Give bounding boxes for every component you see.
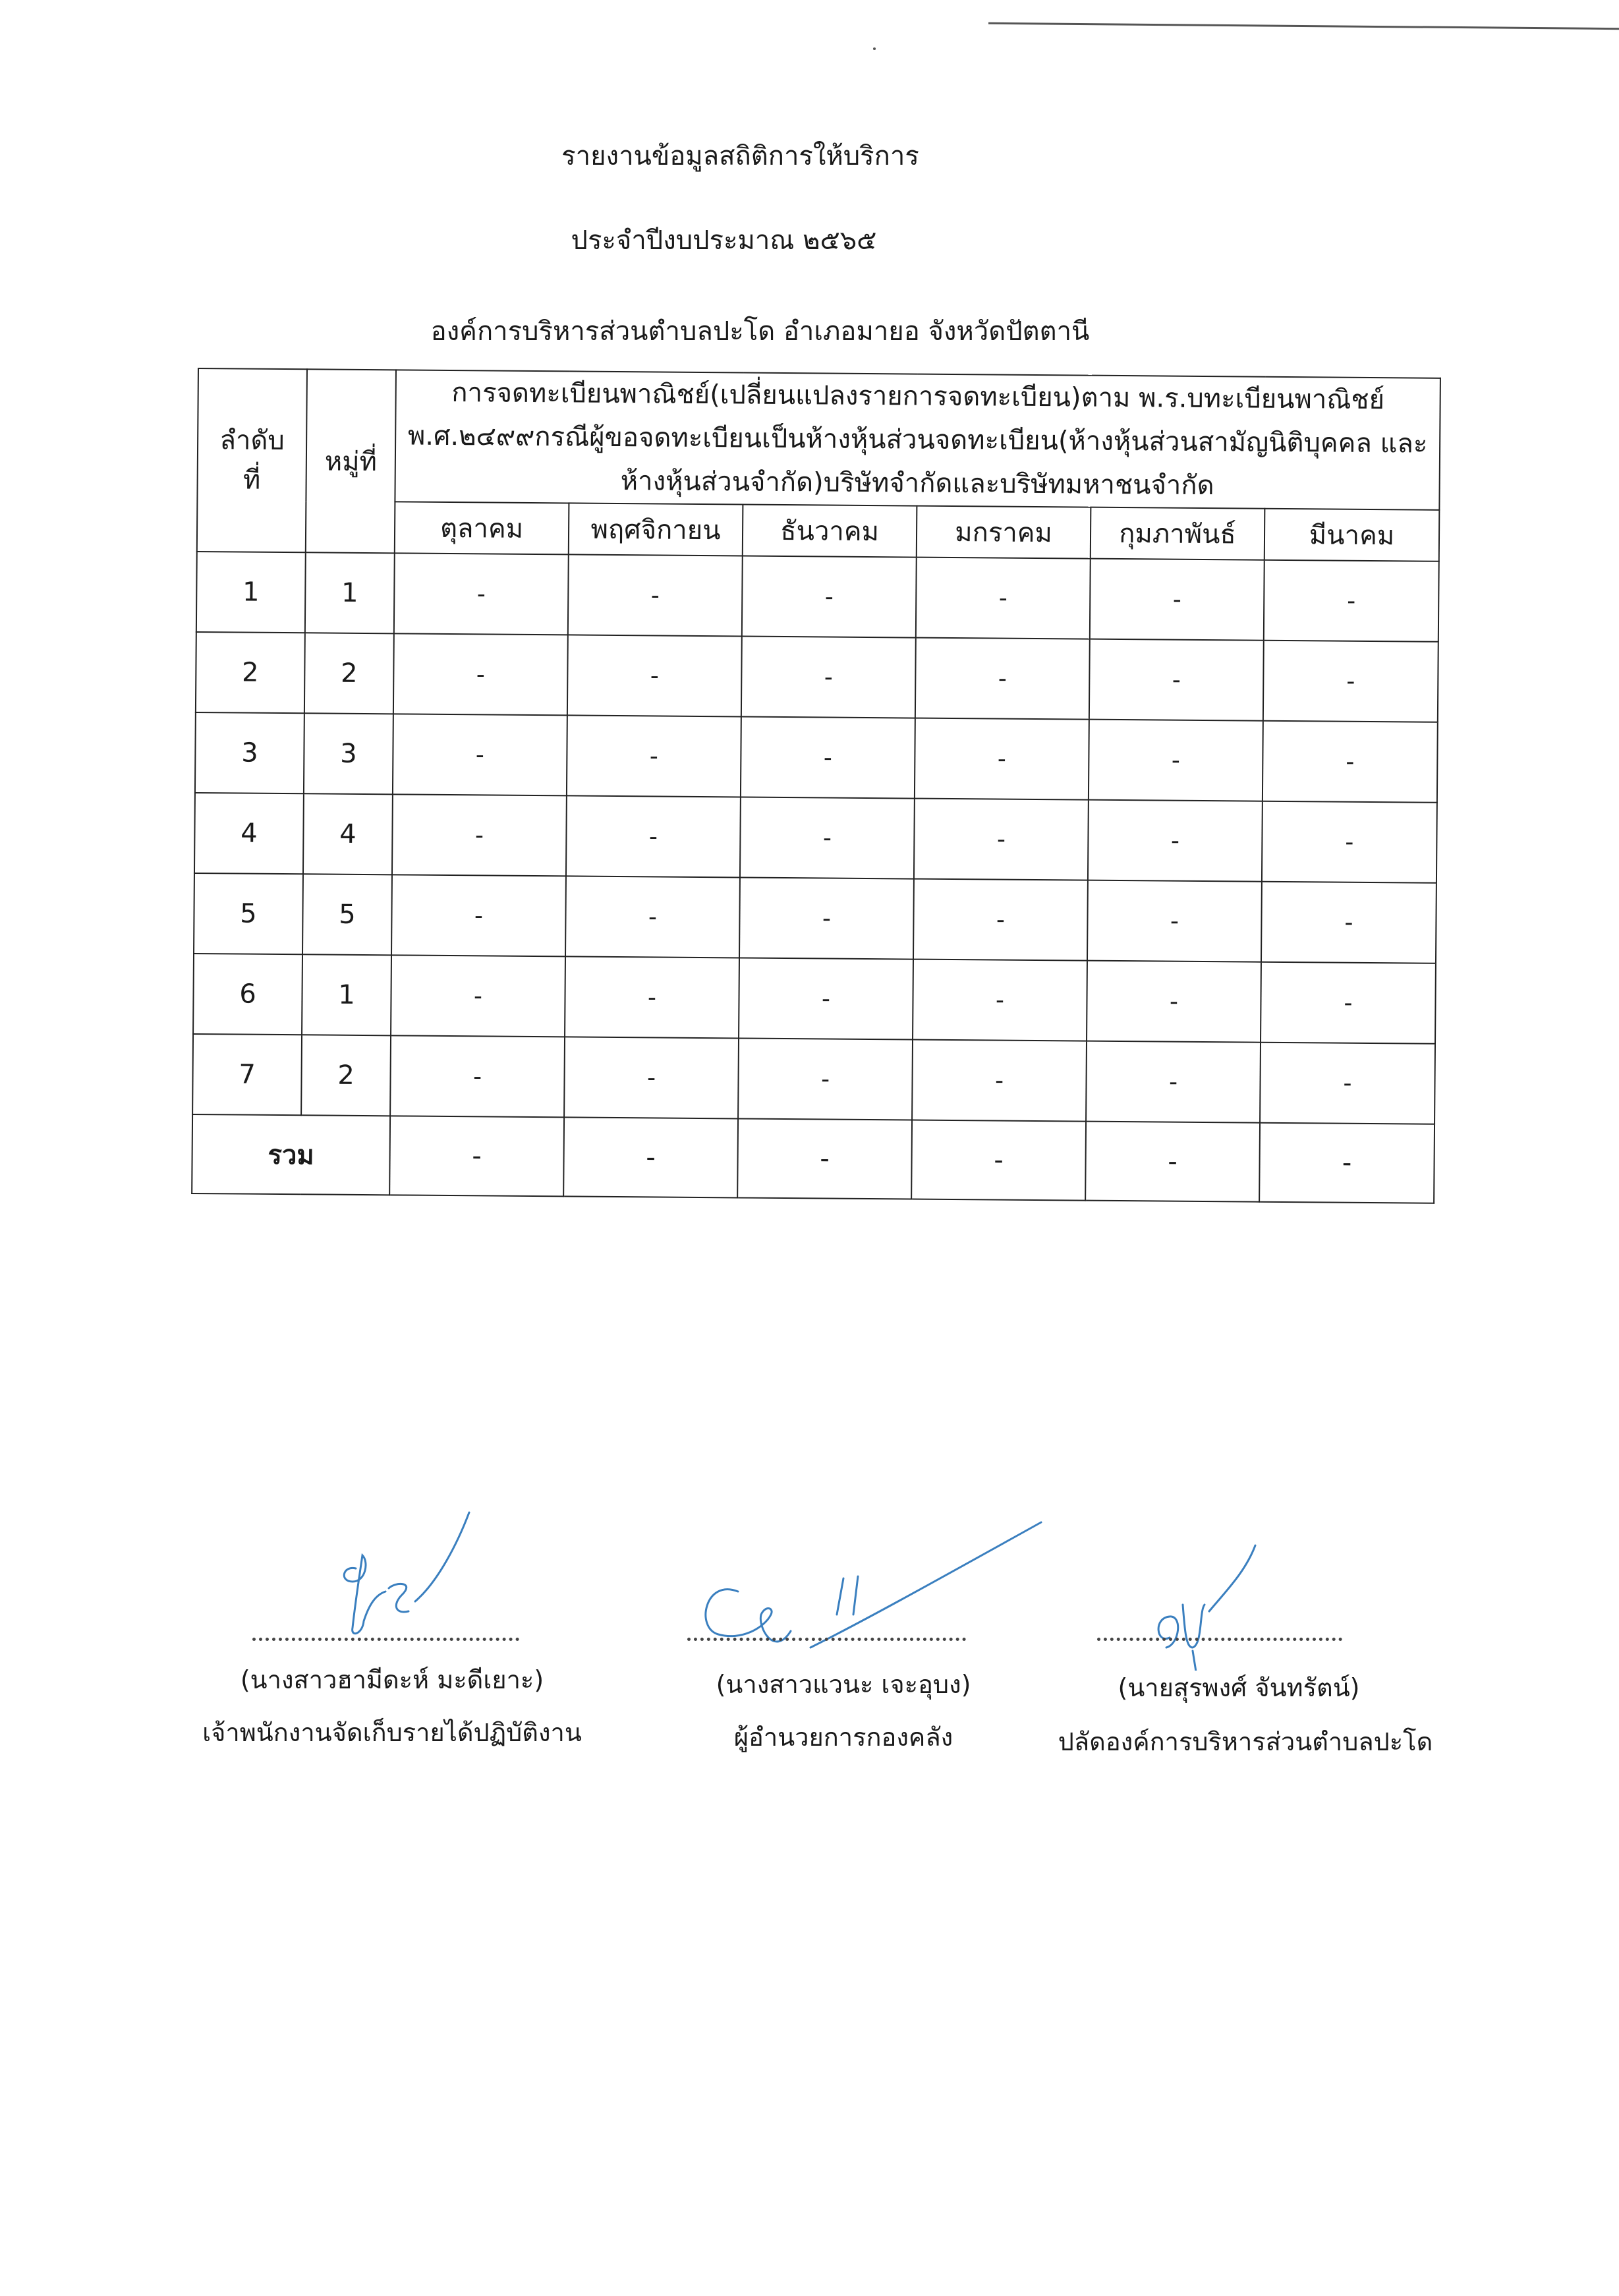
signature-line-2 [687,1638,966,1641]
signatory-position-3: ปลัดองค์การบริหารส่วนตำบลปะโด [1058,1727,1433,1756]
month-value-cell: - [1089,639,1264,721]
header-village-label: หมู่ที่ [324,446,378,478]
row-village-cell: 2 [301,1035,391,1116]
header-month: มกราคม [917,506,1091,559]
month-value-cell: - [738,1038,913,1120]
table-row [195,712,1438,803]
table-row [196,632,1438,722]
total-cell: - [911,1120,1086,1201]
table-row [194,873,1436,963]
total-cell: - [389,1116,564,1196]
month-value-cell: - [1264,560,1439,642]
month-value-cell: - [739,958,913,1039]
signature-1 [316,1483,488,1641]
row-village-cell: 3 [304,713,393,794]
total-cell: - [563,1117,738,1197]
month-value-cell: - [1262,801,1437,883]
row-village-cell: 4 [303,793,393,875]
month-value-cell: - [740,797,915,878]
total-label: รวม [192,1114,390,1195]
month-value-cell: - [914,799,1089,880]
row-order-cell: 4 [194,793,304,874]
signatory-position-1: เจ้าพนักงานจัดเก็บรายได้ปฏิบัติงาน [202,1718,582,1747]
month-value-cell: - [741,716,915,798]
row-village-cell: 2 [304,633,394,714]
statistics-table-wrapper [191,368,1440,1216]
header-village [306,369,396,553]
row-village-cell: 1 [305,552,395,633]
month-value-cell: - [1087,961,1261,1043]
month-value-cell: - [564,1037,739,1118]
fiscal-year: ประจำปีงบประมาณ ๒๕๖๕ [571,225,877,256]
signature-2 [692,1516,1061,1674]
row-order-cell: 6 [193,954,302,1035]
row-order-cell: 3 [195,712,304,793]
month-value-cell: - [742,556,917,638]
month-value-cell: - [1090,559,1264,641]
table-row [193,954,1436,1044]
scan-speck [873,47,876,50]
row-village-cell: 5 [302,874,392,955]
table-row [194,793,1437,883]
month-value-cell: - [1087,880,1262,962]
month-value-cell: - [1089,720,1263,801]
month-value-cell: - [1086,1041,1261,1123]
month-value-cell: - [916,558,1091,639]
header-month: มีนาคม [1264,509,1440,561]
row-order-cell: 5 [194,873,303,954]
month-value-cell: - [393,714,567,795]
signature-3 [1147,1539,1278,1671]
month-value-cell: - [915,638,1090,720]
signature-line-1 [252,1638,519,1641]
month-value-cell: - [568,554,743,636]
scan-edge-line [988,22,1619,30]
month-value-cell: - [392,794,567,876]
total-cell: - [1085,1122,1260,1202]
header-month: ธันวาคม [743,505,917,558]
header-month: กุมภาพันธ์ [1091,507,1265,560]
row-order-cell: 2 [196,632,305,713]
month-value-cell: - [913,960,1087,1041]
signatory-name-1: (นางสาวฮามีดะห์ มะดีเยาะ) [240,1665,544,1694]
month-value-cell: - [1261,962,1436,1044]
header-order [197,368,307,552]
header-order-label: ลำดับ ที่ [219,425,285,496]
month-value-cell: - [391,955,565,1037]
month-value-cell: - [565,956,739,1038]
month-value-cell: - [566,795,741,877]
organization-line: องค์การบริหารส่วนตำบลปะโด อำเภอมายอ จังหวัดปัตตานี [430,316,1090,347]
month-value-cell: - [913,879,1088,961]
row-order-cell: 1 [196,552,306,633]
month-value-cell: - [1263,641,1438,722]
signatory-name-2: (นางสาวแวนะ เจะอุบง) [716,1670,971,1699]
signatory-name-3: (นายสุรพงศ์ จันทรัตน์) [1118,1673,1360,1702]
month-value-cell: - [565,876,740,958]
header-month: ตุลาคม [395,502,569,554]
month-value-cell: - [391,875,566,956]
month-value-cell: - [739,877,914,959]
header-description: การจดทะเบียนพาณิชย์(เปลี่ยนแปลงรายการจดทะเบียน)ตาม พ.ร.บทะเบียนพาณิชย์ พ.ศ.๒๔๙๙กรณีผู้ขอจดทะเบียนเป็นห้างหุ้นส่วนจดทะเบียน(ห้างหุ้นส่วนสามัญนิติบุคคล และห้างหุ้นส่วนจำกัด)บริษัทจำกัดและบริษัทมหาชนจำกัด [395,370,1440,509]
month-value-cell: - [390,1035,565,1117]
month-value-cell: - [1261,882,1436,963]
total-cell: - [737,1118,912,1199]
month-value-cell: - [393,633,568,715]
month-value-cell: - [912,1040,1087,1122]
table-row [192,1034,1435,1124]
month-value-cell: - [394,553,569,635]
month-value-cell: - [567,715,741,797]
row-village-cell: 1 [302,954,391,1035]
month-value-cell: - [741,636,916,718]
header-month: พฤศจิกายน [569,503,743,556]
signatory-position-2: ผู้อำนวยการกองคลัง [733,1723,953,1752]
row-order-cell: 7 [192,1034,302,1115]
month-value-cell: - [1088,800,1263,882]
month-value-cell: - [1263,721,1438,803]
total-cell: - [1259,1123,1434,1203]
signature-line-3 [1097,1638,1342,1641]
month-value-cell: - [1260,1043,1435,1124]
total-row [192,1114,1434,1203]
statistics-table [191,368,1441,1204]
month-value-cell: - [915,718,1089,800]
table-row [196,552,1439,642]
month-value-cell: - [567,635,742,716]
report-title: รายงานข้อมูลสถิติการให้บริการ [561,141,919,171]
